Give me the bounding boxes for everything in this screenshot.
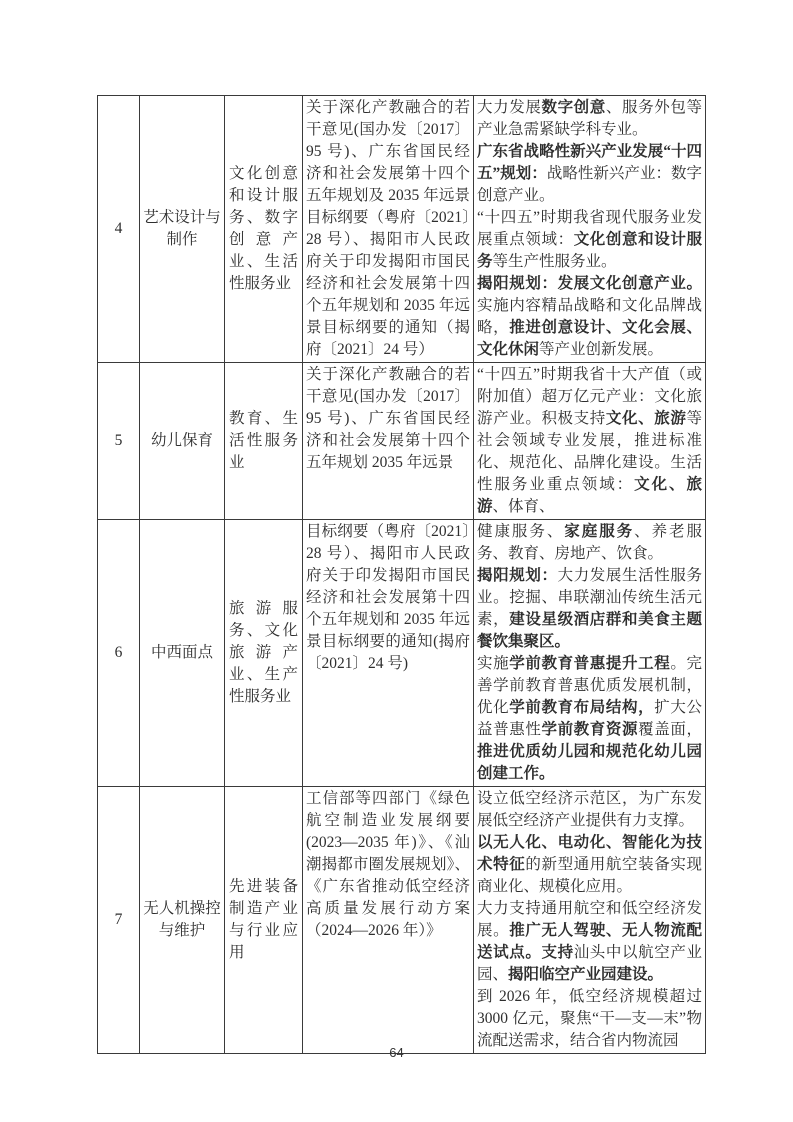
industry-category: 先进装备制造产业与行业应用 xyxy=(225,787,303,1054)
table-row xyxy=(98,363,706,520)
page-number: 64 xyxy=(389,1045,404,1060)
development-content: 健康服务、家庭服务、养老服务、教育、房地产、饮食。 揭阳规划：大力发展生活性服务业。挖掘、串联潮汕传统生活元素，建设星级酒店群和美食主题餐饮集聚区。 实施学前教育普惠提升工程。完善学前教育普惠优质发展机制，优化学前教育布局结构，扩大公益普惠性学前教育资源覆盖面，推进优质幼儿园和规范化幼儿园创建工作。 xyxy=(474,520,706,787)
development-content: “十四五”时期我省十大产值（或附加值）超万亿元产业：文化旅游产业。积极支持文化、旅游等社会领域专业发展，推进标准化、规范化、品牌化建设。生活性服务业重点领域：文化、旅游、体育、 xyxy=(474,363,706,520)
row-number: 6 xyxy=(98,520,140,787)
policy-basis: 关于深化产教融合的若干意见(国办发〔2017〕95 号)、广东省国民经济和社会发展第十四个五年规划 2035 年远景 xyxy=(303,363,474,520)
table-row xyxy=(98,96,706,363)
development-content: 设立低空经济示范区，为广东发展低空经济产业提供有力支撑。 以无人化、电动化、智能化为技术特征的新型通用航空装备实现商业化、规模化应用。 大力支持通用航空和低空经济发展。推广无人驾驶、无人物流配送试点。支持汕头中以航空产业园、揭阳临空产业园建设。 到 2026 年，低空经济规模超过 3000 亿元，聚焦“干—支—末”物流配送需求，结合省内物流园 xyxy=(474,787,706,1054)
policy-basis: 工信部等四部门《绿色航空制造业发展纲要(2023—2035 年)》、《汕潮揭都市圈发展规划》、《广东省推动低空经济高质量发展行动方案（2024—2026 年）》 xyxy=(303,787,474,1054)
development-content: 大力发展数字创意、服务外包等产业急需紧缺学科专业。 广东省战略性新兴产业发展“十四五”规划：战略性新兴产业：数字创意产业。 “十四五”时期我省现代服务业发展重点领域：文化创意和设计服务等生产性服务业。 揭阳规划：发展文化创意产业。实施内容精品战略和文化品牌战略，推进创意设计、文化会展、文化休闲等产业创新发展。 xyxy=(474,96,706,363)
row-number: 5 xyxy=(98,363,140,520)
industry-category: 旅游服务、文化旅游产业、生产性服务业 xyxy=(225,520,303,787)
major-name: 幼儿保育 xyxy=(140,363,225,520)
majors-policy-table xyxy=(97,95,706,1054)
table-row xyxy=(98,520,706,787)
major-name: 艺术设计与制作 xyxy=(140,96,225,363)
table-row xyxy=(98,787,706,1054)
row-number: 7 xyxy=(98,787,140,1054)
policy-basis: 目标纲要（粤府〔2021〕28 号）、揭阳市人民政府关于印发揭阳市国民经济和社会发展第十四个五年规划和 2035 年远景目标纲要的通知(揭府〔2021〕24 号) xyxy=(303,520,474,787)
major-name: 中西面点 xyxy=(140,520,225,787)
industry-category: 教育、生活性服务业 xyxy=(225,363,303,520)
industry-category: 文化创意和设计服务、数字创意产业、生活性服务业 xyxy=(225,96,303,363)
major-name: 无人机操控与维护 xyxy=(140,787,225,1054)
row-number: 4 xyxy=(98,96,140,363)
policy-basis: 关于深化产教融合的若干意见(国办发〔2017〕95 号)、广东省国民经济和社会发展第十四个五年规划及 2035 年远景目标纲要（粤府〔2021〕28 号）、揭阳市人民政府关于印发揭阳市国民经济和社会发展第十四个五年规划和 2035 年远景目标纲要的通知（揭府〔2021〕24 号） xyxy=(303,96,474,363)
